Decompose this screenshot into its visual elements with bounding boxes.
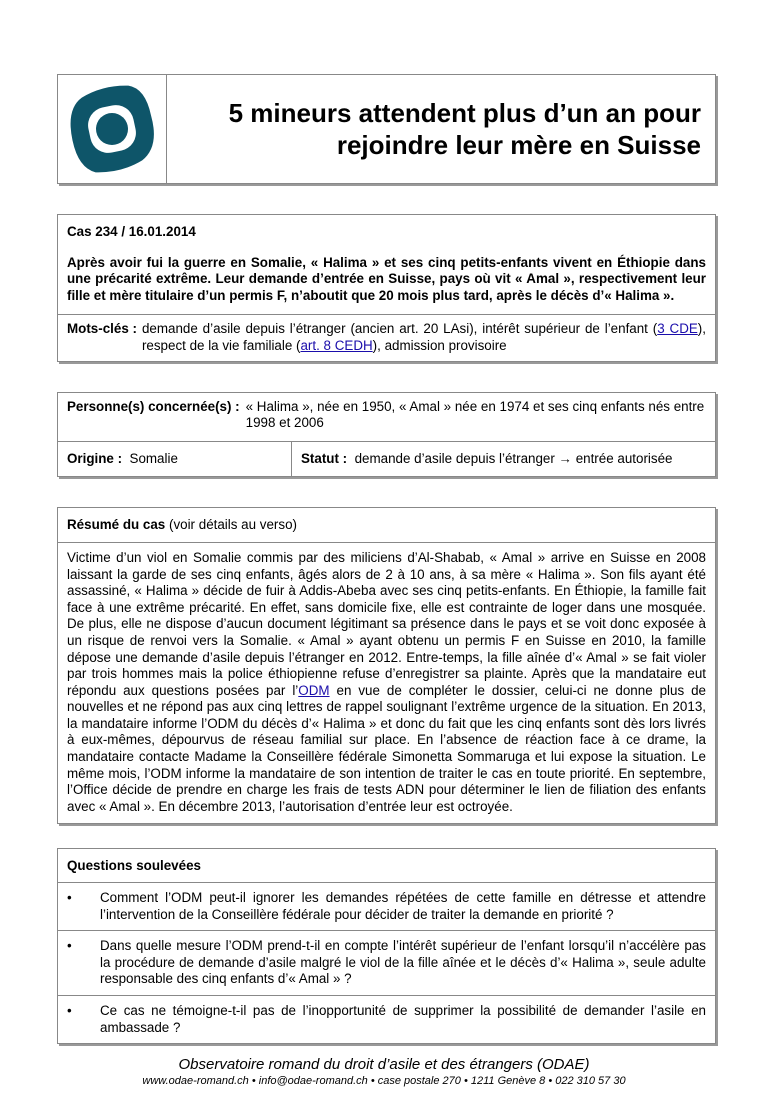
footer-org: Observatoire romand du droit d’asile et des étrangers (ODAE): [178, 1056, 590, 1074]
link-art-8-cedh[interactable]: art. 8 CEDH: [300, 337, 373, 353]
summary-text: [58, 542, 715, 824]
question-item: [58, 995, 715, 1043]
footer: [0, 1056, 768, 1088]
summary-note: (voir détails au verso): [168, 517, 297, 533]
origin-label: Origine :: [67, 450, 123, 466]
question-item: [58, 930, 715, 995]
odae-logo-icon: [67, 84, 157, 174]
origin-value: Somalie: [129, 450, 178, 466]
status-result: entrée autorisée: [575, 450, 673, 466]
case-summary: Après avoir fui la guerre en Somalie, « Halima » et ses cinq petits-enfants vivent en Éthiopie dans une précarité extrême. Leur demande d’entrée en Suisse, pays où vit « Amal », respectivement leur fille et mère titulaire d’un permis F, n’aboutit que 20 mois plus tard, après le décès d’« Halima ».: [67, 254, 706, 303]
bullet-icon: •: [67, 938, 72, 954]
kw-text: ), respect de la vie familiale (: [141, 321, 706, 353]
question-text: Dans quelle mesure l’ODM prend-t-il en compte l’intérêt supérieur de l’enfant lorsqu’il n’accélère pas la procédure de demande d’asile malgré le viol de la fille aînée et le décès d’« Halima », seule adulte responsable des cinq enfants d’« Amal » ?: [100, 938, 706, 987]
question-text: Ce cas ne témoigne-t-il pas de l’inopportunité de supprimer la possibilité de demander l’asile en ambassade ?: [100, 1003, 706, 1035]
summary-text-part: Victime d’un viol en Somalie commis par des miliciens d’Al-Shabab, « Amal » arrive en Suisse en 2008 laissant la garde de ses cinq enfants, âgés alors de 2 à 10 ans, à sa mère « Halima ». Son fils ayant été assassiné, « Halima » décide de fuir à Addis-Abeba avec ses cinq petits-enfants. En Éthiopie, la famille fait face à une extrême précarité. En effet, sans domicile fixe, elle est contrainte de loger dans une mosquée. De plus, elle ne dispose d’aucun document légitimant sa présence dans le pays et se voit donc exposée à un risque de renvoi vers la Somalie. « Amal » ayant obtenu un permis F en Suisse en 2010, la famille dépose une demande d’asile depuis l’étranger en 2012. Entre-temps, la fille aînée d’« Amal » se fait violer par trois hommes mais la police éthiopienne refuse d’enregistrer sa plainte. Après que la mandataire eut répondu aux questions posées par l’: [67, 549, 706, 698]
origin-status-row: [58, 441, 715, 477]
status-value: demande d’asile depuis l’étranger: [354, 450, 555, 466]
case-ref: Cas 234 / 16.01.2014: [67, 224, 196, 239]
link-3-cde[interactable]: 3 CDE: [657, 321, 698, 337]
status-label: Statut :: [301, 450, 348, 466]
question-item: [58, 882, 715, 930]
link-odm[interactable]: ODM: [298, 682, 330, 698]
keywords: [58, 314, 715, 360]
kw-text: demande d’asile depuis l’étranger (ancien art. 20 LAsi), intérêt supérieur de l’enfant (: [141, 321, 658, 337]
summary-title: Résumé du cas: [67, 517, 166, 533]
questions-title: Questions soulevées: [67, 858, 201, 874]
footer-contact: www.odae-romand.ch • info@odae-romand.ch • case postale 270 • 1211 Genève 8 • 022 310 57 30: [142, 1075, 626, 1088]
question-text: Comment l’ODM peut-il ignorer les demandes répétées de cette famille en détresse et attendre l’intervention de la Conseillère fédérale pour décider de traiter la demande en priorité ?: [100, 890, 706, 922]
bullet-icon: •: [67, 890, 72, 906]
persons-box: [57, 392, 716, 478]
bullet-icon: •: [67, 1003, 72, 1018]
keywords-label: Mots-clés :: [67, 321, 137, 337]
persons-label: Personne(s) concernée(s) :: [67, 398, 240, 414]
questions-box: [57, 848, 716, 1044]
keywords-text: [142, 321, 706, 354]
header-box: [57, 74, 716, 184]
case-box: [57, 214, 716, 362]
title-line-2: rejoindre leur mère en Suisse: [336, 130, 701, 160]
summary-text-part: en vue de compléter le dossier, celui-ci ne donne plus de nouvelles et ne répond pas aux cinq lettres de rappel soulignant l’extrême urgence de la situation. En 2013, la mandataire informe l’ODM du décès d’« Halima » et donc du fait que les cinq enfants sont dès lors livrés à eux-mêmes, dépourvus de réseau familial sur place. En l’absence de réaction face à ce drame, la mandataire contacte Madame la Conseillère fédérale Simonetta Sommaruga et lui expose la situation. Le même mois, l’ODM informe la mandataire de son intention de traiter le cas en toute priorité. En septembre, l’Office décide de prendre en charge les frais de tests ADN pour déterminer le lien de filiation des enfants avec « Amal ». En décembre 2013, l’autorisation d’entrée leur est octroyée.: [67, 682, 706, 814]
persons-value: « Halima », née en 1950, « Amal » née en 1974 et ses cinq enfants nés entre 1998 et 2006: [245, 398, 705, 431]
summary-box: [57, 507, 716, 824]
arrow-right-icon: →: [558, 450, 572, 466]
kw-text: ), admission provisoire: [372, 337, 507, 353]
logo: [58, 75, 167, 183]
page-title: [167, 75, 715, 183]
title-line-1: 5 mineurs attendent plus d’un an pour: [228, 98, 701, 128]
